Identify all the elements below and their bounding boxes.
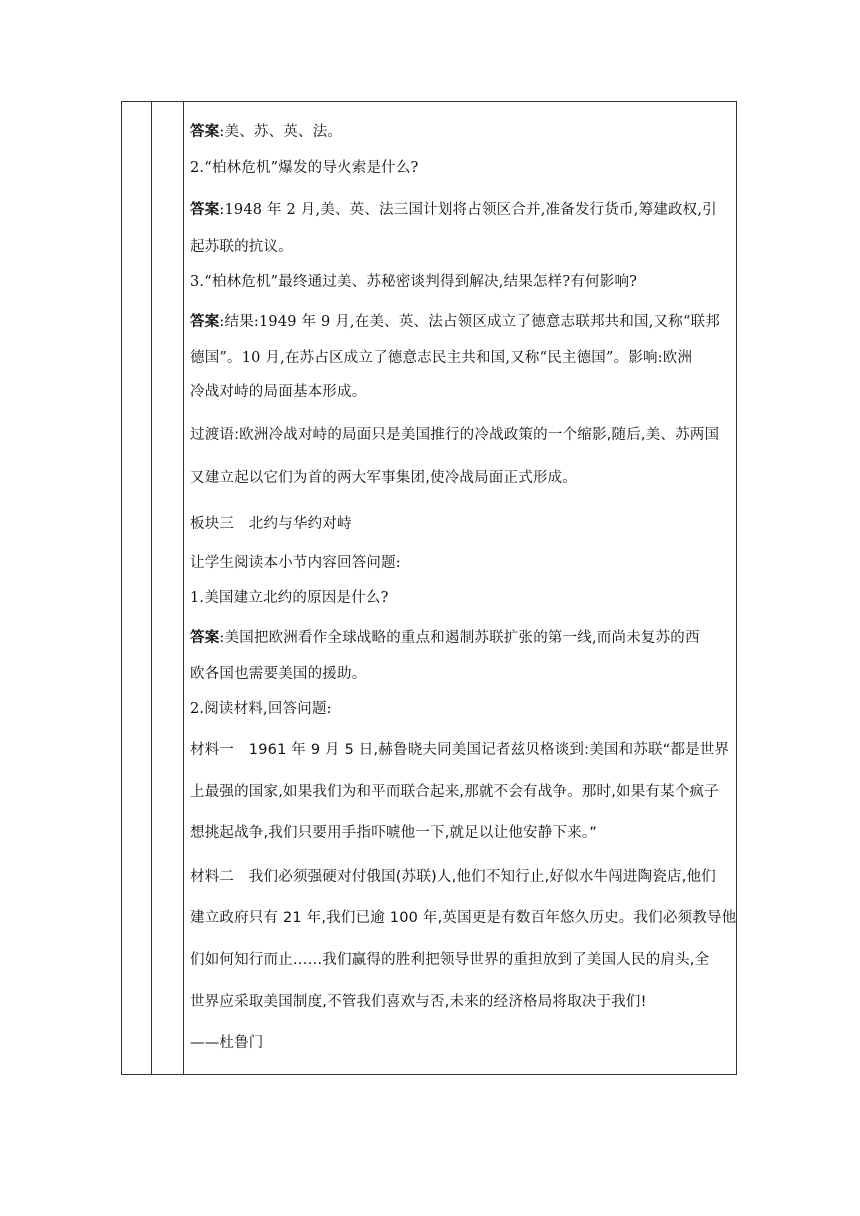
material-two: 材料二 我们必须强硬对付俄国(苏联)人,他们不知行止,好似水牛闯进陶瓷店,他们 [190, 869, 716, 885]
answer-line-continued: 冷战对峙的局面基本形成。 [190, 384, 367, 400]
question-nato-reason: 1.美国建立北约的原因是什么? [190, 590, 389, 606]
answer-line-continued: 起苏联的抗议。 [190, 239, 293, 255]
answer-line: 答案:美国把欧洲看作全球战略的重点和遏制苏联扩张的第一线,而尚未复苏的西 [190, 630, 700, 646]
answer-line: 答案:美、苏、英、法。 [190, 124, 343, 140]
material-one: 材料一 1961 年 9 月 5 日,赫鲁晓夫同美国记者兹贝格谈到:美国和苏联“都是世界 [190, 742, 730, 758]
material-two-continued: 们如何知行而止……我们赢得的胜利把领导世界的重担放到了美国人民的肩头,全 [190, 952, 710, 968]
answer-line: 答案:1948 年 2 月,美、英、法三国计划将占领区合并,准备发行货币,筹建政权,引 [190, 202, 717, 218]
column-divider-1 [151, 102, 152, 1074]
answer-line-continued: 欧各国也需要美国的援助。 [190, 666, 367, 682]
transition-text-continued: 又建立起以它们为首的两大军事集团,使冷战局面正式形成。 [190, 470, 578, 486]
question-berlin-crisis-result: 3.“柏林危机”最终通过美、苏秘密谈判得到解决,结果怎样?有何影响? [190, 274, 638, 290]
material-one-continued: 上最强的国家,如果我们为和平而联合起来,那就不会有战争。那时,如果有某个疯子 [190, 784, 719, 800]
answer-line: 答案:结果:1949 年 9 月,在美、英、法占领区成立了德意志联邦共和国,又称“联邦 [190, 314, 720, 330]
material-two-continued: 建立政府只有 21 年,我们已逾 100 年,英国更是有数百年悠久历史。我们必须教导他 [190, 910, 737, 926]
material-one-continued: 想挑起战争,我们只要用手指吓唬他一下,就足以让他安静下来。” [190, 825, 597, 841]
material-two-continued: 世界应采取美国制度,不管我们喜欢与否,未来的经济格局将取决于我们! [190, 994, 647, 1010]
section-heading: 板块三 北约与华约对峙 [190, 516, 352, 532]
instruction-text: 让学生阅读本小节内容回答问题: [190, 555, 401, 571]
answer-line-continued: 德国”。10 月,在苏占区成立了德意志民主共和国,又称“民主德国”。影响:欧洲 [190, 350, 693, 366]
transition-text: 过渡语:欧洲冷战对峙的局面只是美国推行的冷战政策的一个缩影,随后,美、苏两国 [190, 427, 720, 443]
column-divider-2 [183, 102, 184, 1074]
quote-attribution: ——杜鲁门 [190, 1035, 264, 1051]
question-read-materials: 2.阅读材料,回答问题: [190, 701, 332, 717]
question-berlin-crisis-trigger: 2.“柏林危机”爆发的导火索是什么? [190, 160, 419, 176]
